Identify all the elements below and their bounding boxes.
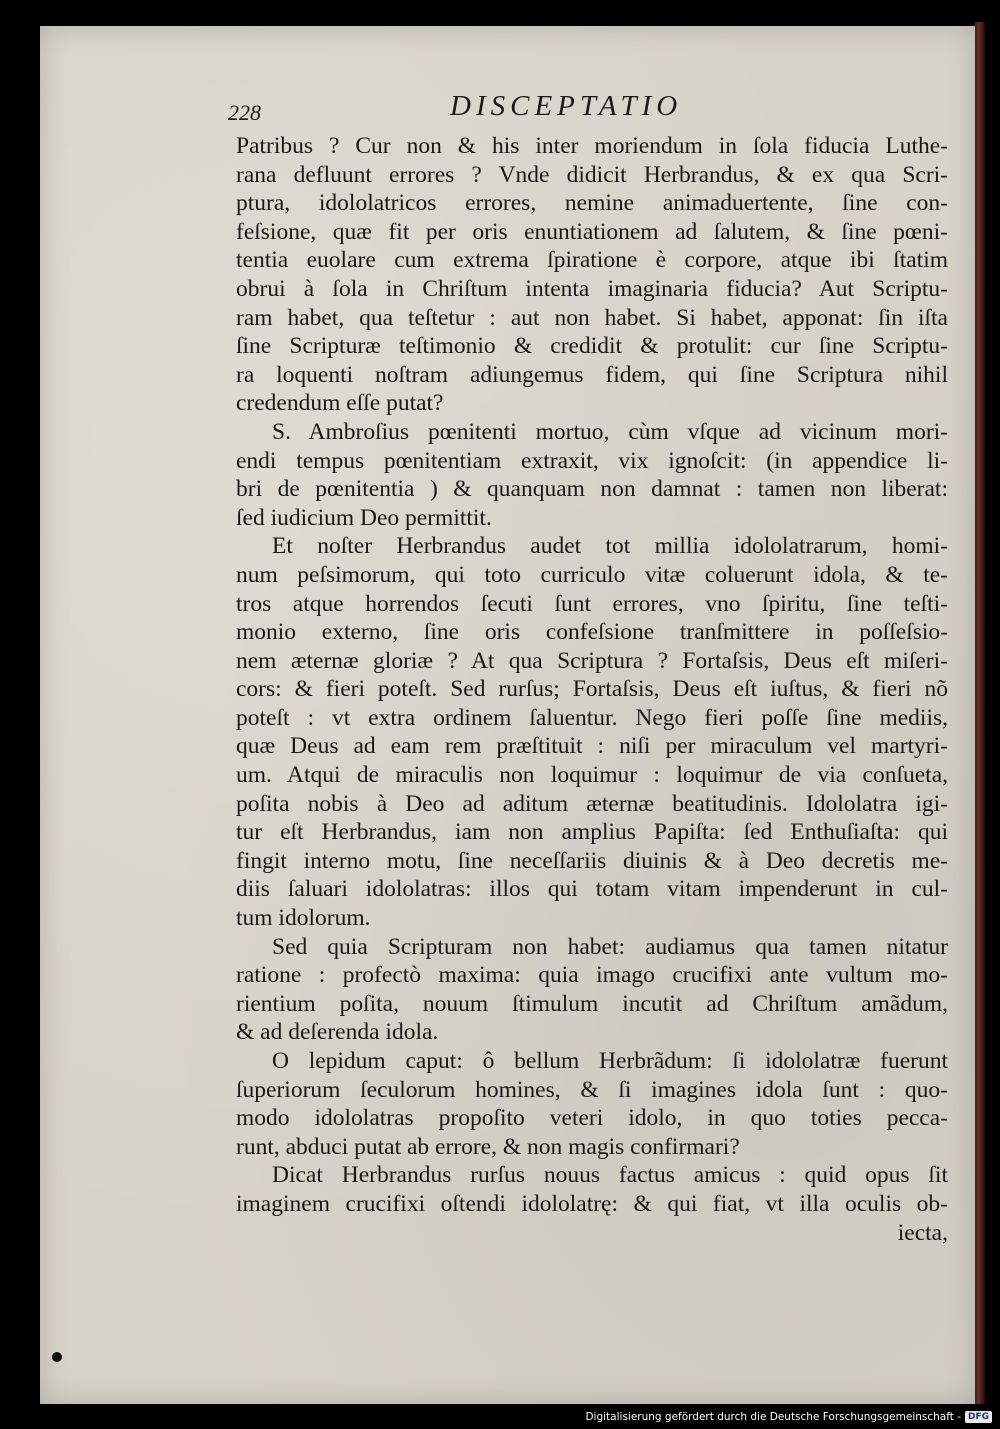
text-line: ſine Scripturæ teſtimonio & credidit & protulit: cur ſine Scriptu- [236,333,948,360]
text-line: ra loquenti noſtram adiungemus fidem, qui ſine Scriptura nihil [236,361,948,388]
ink-dot [52,1352,62,1362]
page-right-edge [975,22,985,1404]
footer-text: Digitalisierung gefördert durch die Deutsche Forschungsgemeinschaft - [585,1411,961,1423]
text-line: credendum eſſe putat? [236,390,444,417]
text-line: um. Atqui de miraculis non loquimur : loquimur de via conſueta, [236,762,948,789]
dfg-logo-icon: DFG [965,1411,992,1423]
text-line: obrui à ſola in Chriſtum intenta imaginaria fiducia? Aut Scriptu- [236,275,948,302]
text-line: feſsione, quæ fit per oris enuntiationem ad ſalutem, & ſine pœni- [236,218,948,245]
text-line: modo idololatras propoſito veteri idolo, in quo toties pecca- [236,1105,948,1132]
text-line: cors: & fieri poteſt. Sed rurſus; Fortaſsis, Deus eſt iuſtus, & fieri nõ [236,676,948,703]
text-line: tros atque horrendos ſecuti ſunt errores, vno ſpiritu, ſine teſti- [236,590,948,617]
text-line: num peſsimorum, qui toto curriculo vitæ coluerunt idola, & te- [236,561,948,588]
running-head: DISCEPTATIO [450,90,683,122]
text-line: tur eſt Herbrandus, iam non amplius Papiſta: ſed Enthuſiaſta: qui [236,819,948,846]
digitization-footer [585,1411,992,1423]
text-line: rientium poſita, nouum ſtimulum incutit ad Chriſtum amãdum, [236,990,948,1017]
text-line: Dicat Herbrandus rurſus nouus factus amicus : quid opus ſit [272,1162,948,1189]
text-line: ſuperiorum ſeculorum homines, & ſi imagines idola ſunt : quo- [236,1076,948,1103]
text-line: ram habet, qua teſtetur : aut non habet. Si habet, apponat: ſin iſta [236,304,948,331]
text-line: nem æternæ gloriæ ? At qua Scriptura ? Fortaſsis, Deus eſt miſeri- [236,647,948,674]
body-text [236,132,948,1247]
text-line: tentia euolare cum extrema ſpiratione è corpore, atque ibi ſtatim [236,247,948,274]
text-line: monio externo, ſine oris confeſsione tranſmittere in poſſeſsio- [236,619,948,646]
text-line: Sed quia Scripturam non habet: audiamus qua tamen nitatur [272,933,948,960]
text-line: Et noſter Herbrandus audet tot millia idololatrarum, homi- [272,533,948,560]
text-line: Patribus ? Cur non & his inter moriendum in ſola fiducia Luthe- [236,133,948,159]
text-line: S. Ambroſius pœnitenti mortuo, cùm vſque ad vicinum mori- [272,418,948,445]
text-line: endi tempus pœnitentiam extraxit, vix ignoſcit: (in appendice li- [236,447,948,474]
text-line: quæ Deus ad eam rem præſtituit : niſi per miraculum vel martyri- [236,733,948,760]
text-line: & ad deſerenda idola. [236,1019,439,1046]
text-line: tum idolorum. [236,905,371,932]
page-number: 228 [228,100,261,125]
text-line: ptura, idololatricos errores, nemine animaduertente, ſine con- [236,190,948,217]
text-line: ſed iudicium Deo permittit. [236,504,492,531]
text-line: bri de pœnitentia ) & quanquam non damnat : tamen non liberat: [236,476,948,503]
text-line: iecta, [897,1219,948,1246]
text-line: imaginem crucifixi oſtendi idololatrę: & qui fiat, vt illa oculis ob- [236,1190,948,1217]
text-line: rana defluunt errores ? Vnde didicit Herbrandus, & ex qua Scri- [236,161,948,188]
text-line: fingit interno motu, ſine neceſſariis diuinis & à Deo decretis me- [236,847,948,874]
text-line: ratione : profectò maxima: quia imago crucifixi ante vultum mo- [236,962,948,989]
text-line: poteſt : vt extra ordinem ſaluentur. Nego fieri poſſe ſine mediis, [236,704,948,731]
text-line: diis ſaluari idololatras: illos qui totam vitam impenderunt in cul- [236,876,948,903]
text-line: runt, abduci putat ab errore, & non magis confirmari? [236,1133,740,1160]
text-line: O lepidum caput: ô bellum Herbrãdum: ſi idololatræ fuerunt [272,1048,948,1074]
text-line: poſita nobis à Deo ad aditum æternæ beatitudinis. Idololatra igi- [236,790,948,817]
